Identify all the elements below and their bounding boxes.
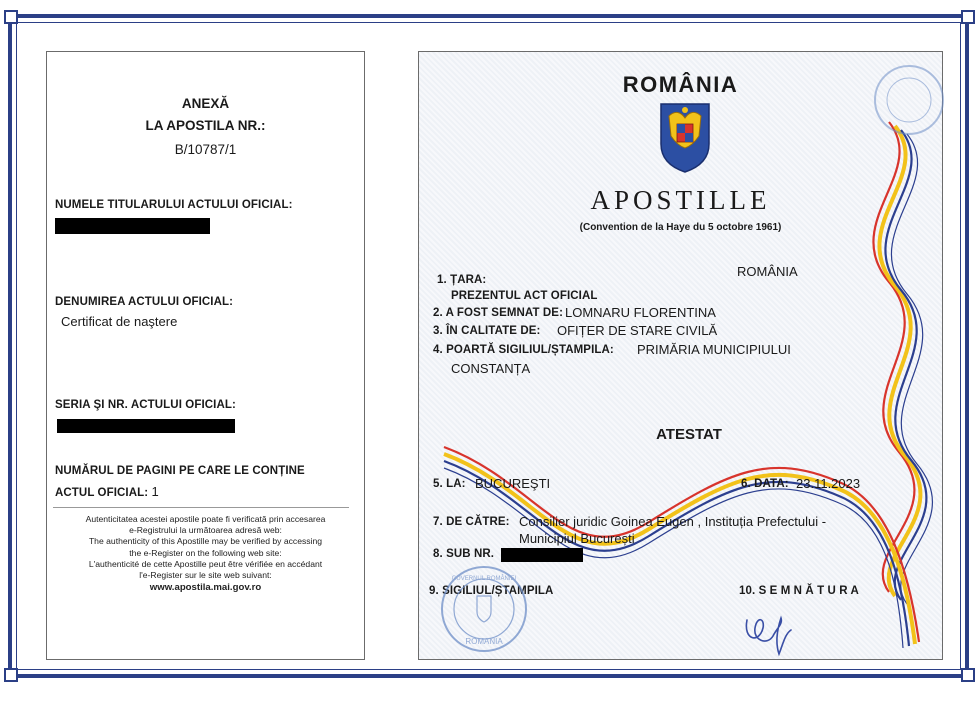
pages-label-2: ACTUL OFICIAL: — [55, 487, 149, 499]
attested-heading: ATESTAT — [656, 426, 722, 443]
frame-corner — [961, 10, 975, 24]
annex-title: ANEXĂ — [181, 96, 230, 111]
field-7-value-2: Municipiul București — [519, 531, 635, 546]
field-2-label: 2. A FOST SEMNAT DE: — [433, 307, 563, 319]
redacted-series — [57, 419, 235, 433]
website-link[interactable]: www.apostila.mai.gov.ro — [149, 582, 262, 594]
field-5-value: BUCUREŞTI — [475, 476, 551, 491]
seal-text-2: GUVERNUL ROMÂNIEI — [451, 576, 517, 582]
official-seal — [439, 564, 529, 654]
verify-text-en: The authenticity of this Apostille may be verified by accessing — [88, 536, 323, 547]
field-6-label: 6. DATA: — [741, 478, 789, 490]
verify-text-ro: Autenticitatea acestei apostile poate fi verificată prin accesarea — [85, 514, 326, 524]
apostille-number: B/10787/1 — [174, 142, 237, 157]
annex-subtitle: LA APOSTILA NR.: — [145, 118, 266, 133]
frame-corner — [961, 668, 975, 682]
series-label: SERIA ŞI NR. ACTULUI OFICIAL: — [55, 399, 236, 411]
apostille-panel — [418, 51, 943, 660]
verify-text-fr: L'authenticité de cette Apostille peut être vérifiée en accédant — [88, 558, 323, 569]
field-9-label: 9. SIGILIUL/ȘTAMPILA — [429, 585, 554, 597]
field-7-value: Consilier juridic Goinea Eugen , Instituția Prefectului - — [519, 514, 827, 529]
field-6-value: 23.11.2023 — [796, 476, 861, 491]
frame-corner — [4, 668, 18, 682]
field-10-label: 10. S E M N Ă T U R A — [739, 585, 859, 597]
annex-panel — [46, 51, 365, 660]
convention-subtitle: (Convention de la Haye du 5 octobre 1961) — [579, 222, 782, 233]
field-4-value: PRIMĂRIA MUNICIPIULUI — [637, 342, 791, 357]
country-header: ROMÂNIA — [622, 72, 739, 97]
field-3-value: OFIȚER DE STARE CIVILĂ — [557, 323, 718, 338]
field-5-label: 5. LA: — [433, 478, 466, 490]
field-1-label: 1. ȚARA: — [437, 274, 487, 286]
field-7-label: 7. DE CĂTRE: — [433, 516, 510, 528]
intro-text: PREZENTUL ACT OFICIAL — [451, 290, 598, 302]
redacted-holder-name — [55, 218, 210, 234]
signature — [737, 600, 797, 660]
verify-text-en-2: the e-Register on the following web site: — [129, 547, 282, 558]
coat-of-arms-icon — [657, 102, 713, 174]
verify-text-fr-2: l'e-Register sur le site web suivant: — [139, 570, 272, 581]
pages-label: NUMĂRUL DE PAGINI PE CARE LE CONȚINE — [55, 465, 305, 477]
verify-text-ro-2: e-Registrului la următoarea adresă web: — [129, 525, 282, 536]
holder-label: NUMELE TITULARULUI ACTULUI OFICIAL: — [55, 199, 293, 211]
field-2-value: LOMNARU FLORENTINA — [565, 305, 716, 320]
document-title: APOSTILLE — [590, 185, 771, 215]
field-3-label: 3. ÎN CALITATE DE: — [433, 325, 541, 337]
divider — [53, 507, 349, 508]
field-4-value-2: CONSTANȚA — [451, 361, 531, 376]
redacted-number — [501, 548, 583, 562]
field-1-value: ROMÂNIA — [737, 264, 798, 279]
field-8-label: 8. SUB NR. — [433, 548, 495, 560]
pages-value: 1 — [151, 484, 159, 499]
document-value: Certificat de naştere — [61, 314, 178, 329]
document-label: DENUMIREA ACTULUI OFICIAL: — [55, 296, 234, 308]
seal-text: ROMANIA — [465, 637, 503, 646]
field-4-label: 4. POARTĂ SIGILIUL/ȘTAMPILA: — [433, 344, 614, 356]
frame-corner — [4, 10, 18, 24]
